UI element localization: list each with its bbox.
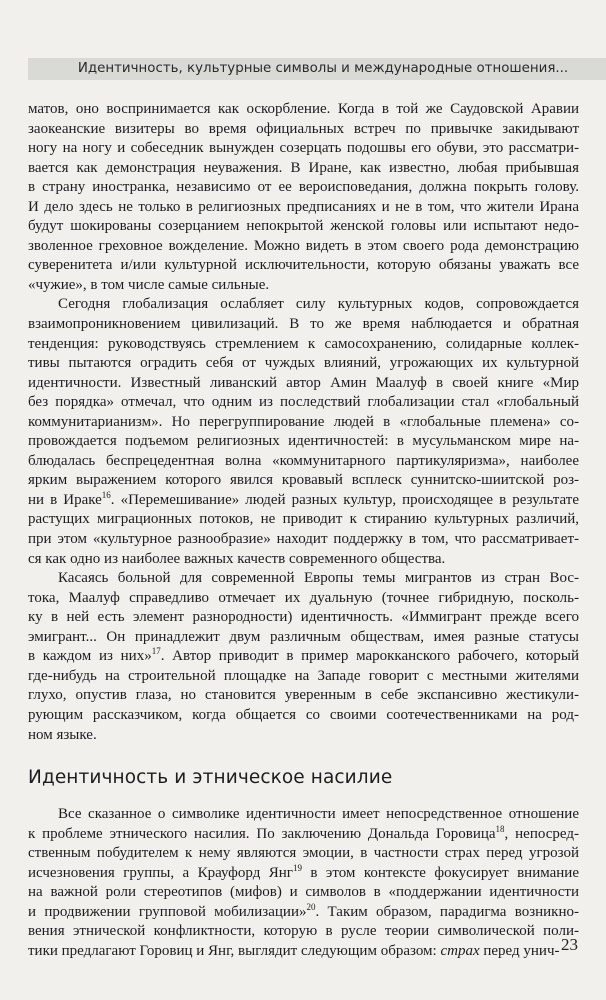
text-line: в страну иностранка, независимо от ее вероисповедания, должна покрыть голову. — [28, 179, 579, 196]
footnote-marker: 19 — [292, 862, 302, 873]
text-line: ственным побудителем к нему являются эмоции, в частности страх перед угрозой — [28, 845, 579, 862]
text-line: взаимопроникновением цивилизаций. В то же время наблюдается и обратная — [28, 316, 579, 333]
text-line: «чужие», в том числе самые сильные. — [28, 276, 270, 293]
text-line: коммунитарианизм». Но перегруппирование людей в «глобальные племена» со- — [28, 413, 579, 430]
text-line: глухо, опустив глаза, но становится уверенным в себе экспансивно жестикули- — [28, 687, 579, 704]
text-line: ярким выражением которого явился кровавый всплеск суннитско-шиитской роз- — [28, 472, 579, 489]
text-line: заокеанские визитеры во время официальных встреч по привычке закидывают — [28, 120, 579, 137]
text-line: идентичности. Известный ливанский автор Амин Маалуф в своей книге «Мир — [28, 374, 579, 391]
text-line: ку в ней есть элемент разнородности) идентичность. «Иммигрант прежде всего — [28, 609, 579, 626]
page-number: 23 — [561, 935, 578, 954]
text-line: суверенитета и/или культурной исключительности, которую обязаны уважать все — [28, 257, 579, 274]
paragraph-2 — [28, 295, 579, 569]
text-line: рующим рассказчиком, когда общается со своими соотечественниками на род- — [28, 706, 579, 723]
text-line: провождается подъемом религиозных идентичностей: в мусульманском мире на- — [28, 433, 579, 450]
text-line: тенденция: руководствуясь стремлением к самосохранению, солидарные коллек- — [28, 335, 579, 352]
text-line: ном языке. — [28, 726, 97, 743]
text-line: при этом «культурное разнообразие» находит поддержку в том, что рассматривает- — [28, 531, 579, 548]
emphasis: страх — [440, 942, 480, 959]
text-line: тики предлагают Горовиц и Янг, выглядит следующим образом: страх перед унич- — [28, 942, 560, 959]
text-line: без порядка» отмечал, что одним из последствий глобализации стал «глобальный — [28, 394, 579, 411]
text-line: к проблеме этнического насилия. По заключению Дональда Горовица$^{18}$, непосред- — [28, 823, 579, 842]
text-line: ни в Ираке$^{16}$. «Перемешивание» людей разных культур, происходящее в результате — [28, 489, 579, 508]
footnote-marker: 18 — [495, 823, 505, 834]
text-line: растущих миграционных потоков, не приводит к стиранию культурных различий, — [28, 511, 579, 528]
text-line: эмигрант... Он принадлежит двум различным обществам, имея разные статусы — [28, 628, 579, 645]
text-line: Сегодня глобализация ослабляет силу культурных кодов, сопровождается — [58, 296, 579, 313]
text-line: Касаясь больной для современной Европы темы мигрантов из стран Вос- — [58, 570, 579, 587]
text-line: и продвижении групповой мобилизации»$^{20}$. Таким образом, парадигма возникно- — [28, 901, 579, 920]
text-line: вения этнической конфликтности, которую в русле теории символической поли- — [28, 923, 579, 940]
text-line: будут шокированы созерцанием непокрытой женской головы или испытают недо- — [28, 218, 579, 235]
footnote-marker: 20 — [306, 901, 316, 912]
body-text — [28, 100, 579, 961]
text-line: матов, оно воспринимается как оскорбление. Когда в той же Саудовской Аравии — [28, 101, 579, 117]
footnote-marker: 16 — [101, 489, 111, 500]
text-line: тока, Маалуф справедливо отмечает их дуальную (точнее гибридную, посколь- — [28, 589, 579, 606]
paragraph-1 — [28, 100, 579, 295]
text-line: исчезновения группы, а Крауфорд Янг$^{19}$ в этом контексте фокусирует внимание — [28, 862, 579, 881]
footnote-marker: 17 — [151, 646, 161, 657]
text-line: блюдалась беспрецедентная волна «коммунитарного партикуляризма», наиболее — [28, 452, 579, 469]
text-line: ногу на ногу и собеседник вынужден созерцать подошвы его обуви, это рассматри- — [28, 140, 579, 157]
paragraph-3 — [28, 569, 579, 745]
paragraph-4 — [28, 805, 579, 961]
text-line: на важной роли стереотипов (мифов) и символов в «поддержании идентичности — [28, 884, 579, 901]
text-line: И дело здесь не только в религиозных предписаниях и не в том, что жители Ирана — [28, 198, 579, 215]
text-line: ся как одно из наиболее важных качеств современного общества. — [28, 550, 446, 567]
text-line: в каждом из них»$^{17}$. Автор приводит в пример марокканского рабочего, который — [28, 646, 580, 665]
text-line: где-нибудь на строительной площадке на Западе говорит с местными жителями — [28, 667, 579, 684]
running-header: Идентичность, культурные символы и международные отношения... — [28, 58, 606, 80]
section-heading: Идентичность и этническое насилие — [28, 767, 393, 789]
text-line: тивы пытаются оградить себя от чуждых влияний, угрожающих их культурной — [28, 355, 579, 372]
text-line: вается как демонстрация неуважения. В Иране, как известно, любая прибывшая — [28, 159, 579, 176]
text-line: зволенное греховное вожделение. Можно видеть в этом своего рода демонстрацию — [28, 237, 579, 254]
text-line: Все сказанное о символике идентичности имеет непосредственное отношение — [58, 806, 579, 823]
